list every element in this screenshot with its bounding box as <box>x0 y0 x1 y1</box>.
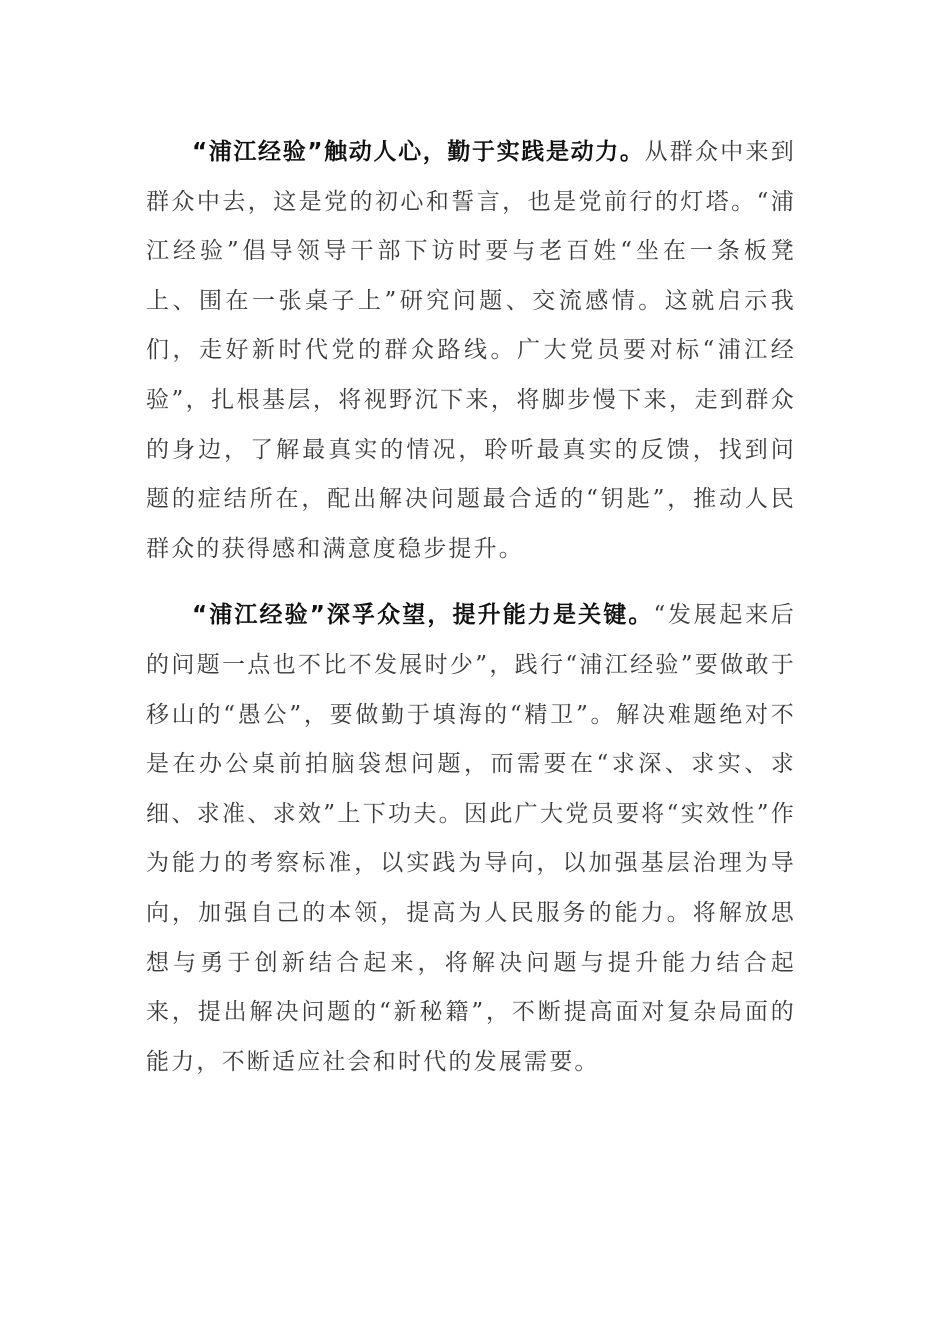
paragraph-lead: “浦江经验”触动人心，勤于实践是动力。 <box>192 139 645 165</box>
paragraph-body: 从群众中来到群众中去，这是党的初心和誓言，也是党前行的灯塔。“浦江经验”倡导领导干部下访时要与老百姓“坐在一条板凳上、围在一张桌子上”研究问题、交流感情。这就启示我们，走好新时代党的群众路线。广大党员要对标“浦江经验”，扎根基层，将视野沉下来，将脚步慢下来，走到群众的身边，了解最真实的情况，聆听最真实的反馈，找到问题的症结所在，配出解决问题最合适的“钥匙”，推动人民群众的获得感和满意度稳步提升。 <box>146 139 797 562</box>
paragraph-lead: “浦江经验”深孚众望，提升能力是关键。 <box>192 602 654 629</box>
paragraph-body: “发展起来后的问题一点也不比不发展时少”，践行“浦江经验”要做敢于移山的“愚公”，要做勤于填海的“精卫”。解决难题绝对不是在办公桌前拍脑袋想问题，而需要在“求深、求实、求细、求准、求效”上下功夫。因此广大党员要将“实效性”作为能力的考察标准，以实践为导向，以加强基层治理为导向，加强自己的本领，提高为人民服务的能力。将解放思想与勇于创新结合起来，将解决问题与提升能力结合起来，提出解决问题的“新秘籍”，不断提高面对复杂局面的能力，不断适应社会和时代的发展需要。 <box>146 602 796 1075</box>
document-body <box>146 128 796 1104</box>
paragraph-ability <box>146 591 796 1087</box>
paragraph-practice <box>146 128 796 574</box>
